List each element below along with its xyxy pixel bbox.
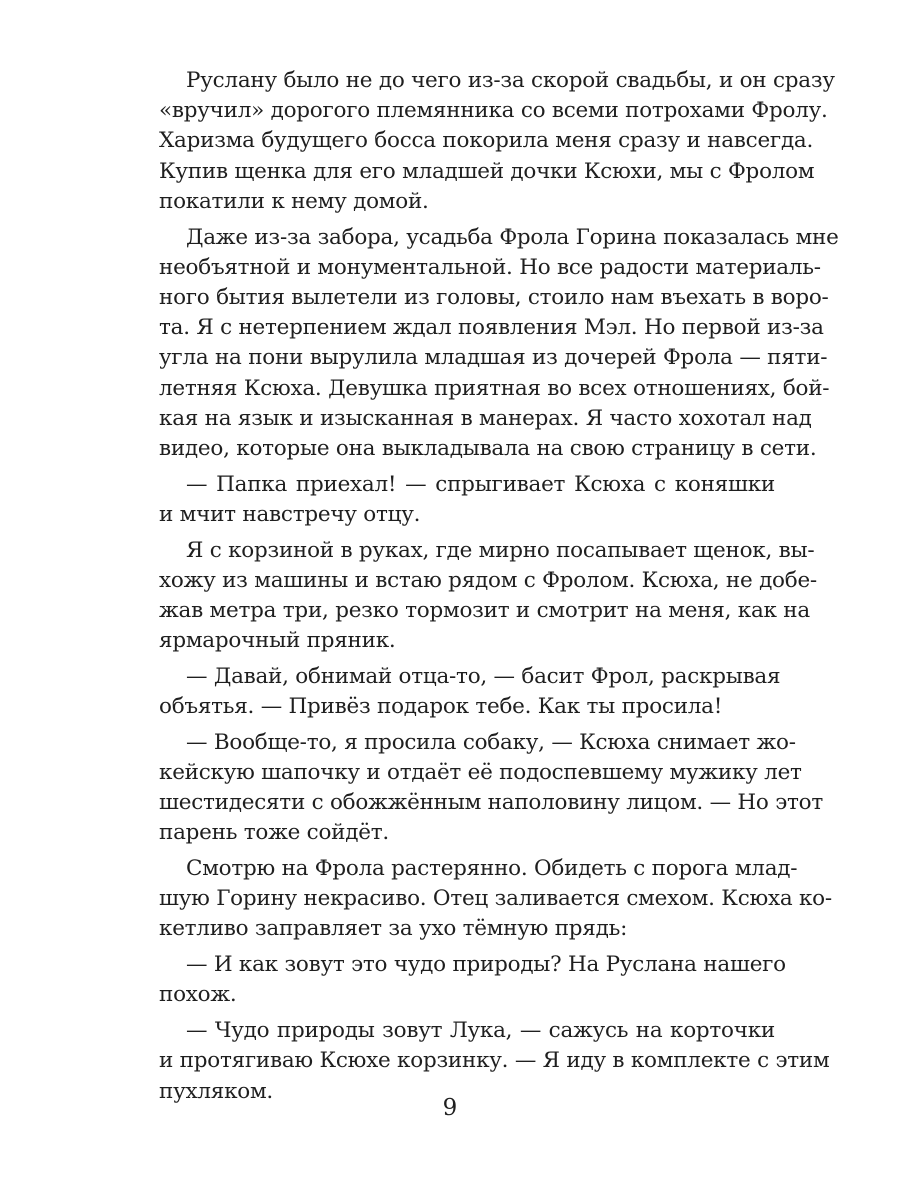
- paragraph-6: [159, 728, 823, 849]
- paragraph-3: [159, 470, 775, 530]
- text-line: ного бытия вылетели из головы, стоило нам въехать в воро-: [159, 284, 829, 310]
- text-line: пухляком.: [159, 1078, 274, 1104]
- paragraph-7: [159, 854, 832, 945]
- paragraph-4: [159, 536, 817, 657]
- text-line: кейскую шапочку и отдаёт её подоспевшему мужику лет: [159, 759, 802, 785]
- body-text: [159, 66, 839, 1107]
- text-line: похож.: [159, 982, 237, 1008]
- text-line: — Вообще-то, я просила собаку, — Ксюха снимает жо-: [186, 729, 796, 755]
- text-line: Даже из-за забора, усадьба Фрола Горина показалась мне: [186, 224, 839, 250]
- text-line: — И как зовут это чудо природы? На Руслана нашего: [186, 952, 786, 978]
- text-line: жав метра три, резко тормозит и смотрит на меня, как на: [159, 597, 810, 623]
- text-line: ярмарочный пряник.: [159, 628, 396, 654]
- text-line: — Чудо природы зовут Лука, — сажусь на корточки: [186, 1018, 775, 1044]
- text-line: хожу из машины и встаю рядом с Фролом. Ксюха, не добе-: [159, 567, 817, 593]
- text-line: парень тоже сойдёт.: [159, 820, 389, 846]
- text-line: — Давай, обнимай отца-то, — басит Фрол, раскрывая: [186, 663, 781, 689]
- text-line: необъятной и монументальной. Но все радости материаль-: [159, 254, 821, 280]
- text-line: кетливо заправляет за ухо тёмную прядь:: [159, 916, 628, 942]
- text-line: покатили к нему домой.: [159, 188, 429, 214]
- text-line: Руслану было не до чего из-за скорой свадьбы, и он сразу: [186, 68, 835, 93]
- text-line: Харизма будущего босса покорила меня сразу и навсегда.: [159, 128, 814, 154]
- text-line: летняя Ксюха. Девушка приятная во всех отношениях, бой-: [159, 375, 830, 401]
- text-line: угла на пони вырулила младшая из дочерей Фрола — пяти-: [159, 345, 828, 371]
- paragraph-8: [159, 950, 786, 1010]
- text-line: кая на язык и изысканная в манерах. Я часто хохотал над: [159, 405, 812, 431]
- page-number: 9: [442, 1095, 458, 1121]
- text-line: «вручил» дорогого племянника со всеми потрохами Фролу.: [159, 98, 828, 124]
- paragraph-1: [159, 66, 835, 217]
- text-line: — Папка приехал! — спрыгивает Ксюха с коняшки: [186, 471, 775, 497]
- text-line: Купив щенка для его младшей дочки Ксюхи, мы с Фролом: [159, 158, 815, 184]
- text-line: и мчит навстречу отцу.: [159, 501, 421, 527]
- text-line: и протягиваю Ксюхе корзинку. — Я иду в комплекте с этим: [159, 1048, 830, 1074]
- text-line: та. Я с нетерпением ждал появления Мэл. Но первой из-за: [159, 315, 824, 341]
- paragraph-2: [159, 223, 839, 465]
- text-line: Смотрю на Фрола растерянно. Обидеть с порога млад-: [186, 856, 798, 882]
- text-line: объятья. — Привёз подарок тебе. Как ты просила!: [159, 694, 723, 720]
- paragraph-5: [159, 662, 781, 722]
- text-line: Я с корзиной в руках, где мирно посапывает щенок, вы-: [186, 537, 815, 563]
- text-line: видео, которые она выкладывала на свою страницу в сети.: [159, 435, 817, 461]
- text-line: шестидесяти с обожжённым наполовину лицом. — Но этот: [159, 790, 823, 816]
- text-line: шую Горину некрасиво. Отец заливается смехом. Ксюха ко-: [159, 886, 832, 912]
